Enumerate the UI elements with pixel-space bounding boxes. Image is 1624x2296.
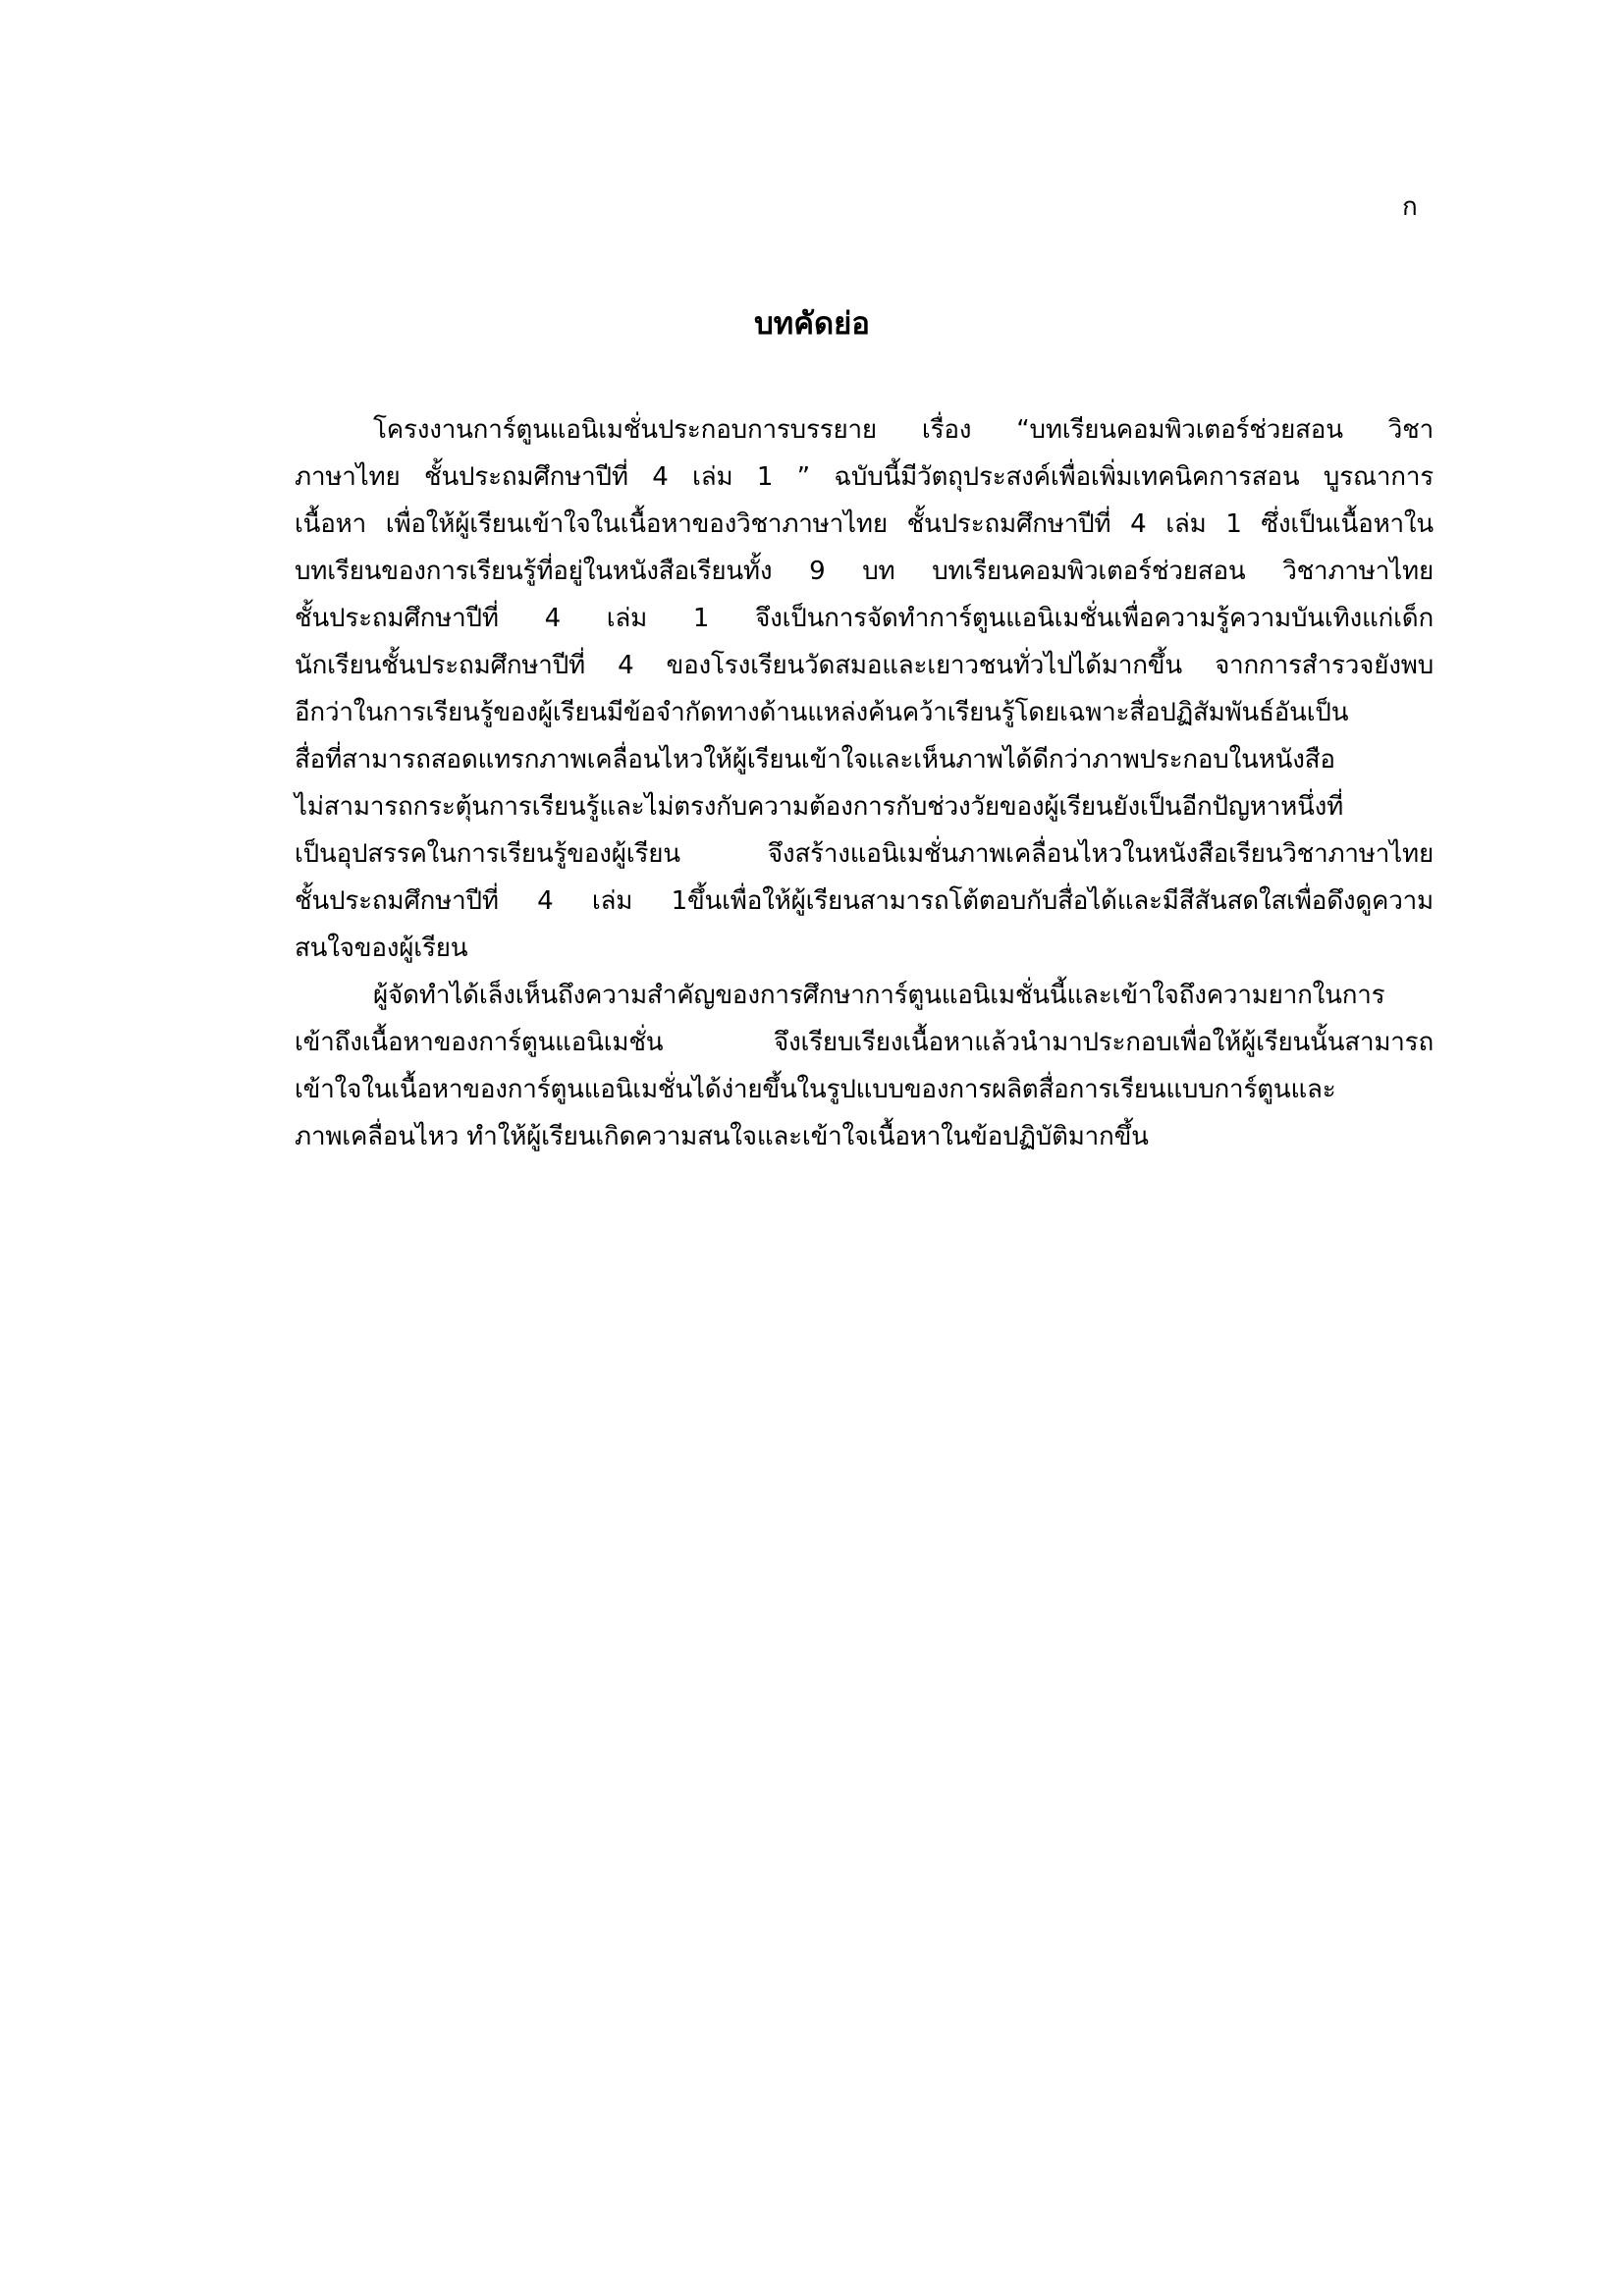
- paragraph-line: เนื้อหา เพื่อให้ผู้เรียนเข้าใจในเนื้อหาของวิชาภาษาไทย ชั้นประถมศึกษาปีที่ 4 เล่ม 1 ซึ่งเป็นเนื้อหาใน: [295, 509, 1434, 539]
- paragraph-line: เข้าใจในเนื้อหาของการ์ตูนแอนิเมชั่นได้ง่ายขึ้นในรูปแบบของการผลิตสื่อการเรียนแบบการ์ตูนและ: [295, 1075, 1336, 1104]
- paragraph-line: โครงงานการ์ตูนแอนิเมชั่นประกอบการบรรยาย เรื่อง “บทเรียนคอมพิวเตอร์ช่วยสอน วิชา: [373, 415, 1434, 445]
- page-title: บทคัดย่อ: [754, 306, 870, 342]
- paragraph-line: เป็นอุปสรรคในการเรียนรู้ของผู้เรียน จึงสร้างแอนิเมชั่นภาพเคลื่อนไหวในหนังสือเรียนวิชาภาษาไทย: [295, 839, 1434, 869]
- abstract-paragraph-1: [295, 406, 1434, 972]
- abstract-body: [295, 406, 1434, 1160]
- paragraph-line: ชั้นประถมศึกษาปีที่ 4 เล่ม 1ขึ้นเพื่อให้ผู้เรียนสามารถโต้ตอบกับสื่อได้และมีสีสันสดใสเพื่อดึงดูความ: [295, 886, 1434, 916]
- paragraph-line: นักเรียนชั้นประถมศึกษาปีที่ 4 ของโรงเรียนวัดสมอและเยาวชนทั่วไปได้มากขึ้น จากการสำรวจยังพบ: [295, 651, 1434, 680]
- page-number: ก: [1402, 192, 1418, 222]
- paragraph-line: สนใจของผู้เรียน: [295, 934, 468, 963]
- abstract-paragraph-2: [295, 972, 1434, 1160]
- paragraph-line: ชั้นประถมศึกษาปีที่ 4 เล่ม 1 จึงเป็นการจัดทำการ์ตูนแอนิเมชั่นเพื่อความรู้ความบันเทิงแก่เด็ก: [295, 604, 1434, 633]
- paragraph-line: เข้าถึงเนื้อหาของการ์ตูนแอนิเมชั่น จึงเรียบเรียงเนื้อหาแล้วนำมาประกอบเพื่อให้ผู้เรียนนั้นสามารถ: [295, 1028, 1434, 1057]
- paragraph-line: อีกว่าในการเรียนรู้ของผู้เรียนมีข้อจำกัดทางด้านแหล่งค้นคว้าเรียนรู้โดยเฉพาะสื่อปฏิสัมพันธ์อันเป็น: [295, 698, 1349, 727]
- paragraph-line: ผู้จัดทำได้เล็งเห็นถึงความสำคัญของการศึกษาการ์ตูนแอนิเมชั่นนี้และเข้าใจถึงความยากในการ: [373, 981, 1385, 1010]
- paragraph-line: บทเรียนของการเรียนรู้ที่อยู่ในหนังสือเรียนทั้ง 9 บท บทเรียนคอมพิวเตอร์ช่วยสอน วิชาภาษาไทย: [295, 557, 1434, 586]
- paragraph-line: ไม่สามารถกระตุ้นการเรียนรู้และไม่ตรงกับความต้องการกับช่วงวัยของผู้เรียนยังเป็นอีกปัญหาหนึ่งที่: [295, 792, 1344, 822]
- paragraph-line: ภาษาไทย ชั้นประถมศึกษาปีที่ 4 เล่ม 1 ” ฉบับนี้มีวัตถุประสงค์เพื่อเพิ่มเทคนิคการสอน บูรณาการ: [295, 462, 1434, 492]
- paragraph-line: ภาพเคลื่อนไหว ทำให้ผู้เรียนเกิดความสนใจและเข้าใจเนื้อหาในข้อปฏิบัติมากขึ้น: [295, 1122, 1149, 1151]
- paragraph-line: สื่อที่สามารถสอดแทรกภาพเคลื่อนไหวให้ผู้เรียนเข้าใจและเห็นภาพได้ดีกว่าภาพประกอบในหนังสือ: [295, 745, 1335, 774]
